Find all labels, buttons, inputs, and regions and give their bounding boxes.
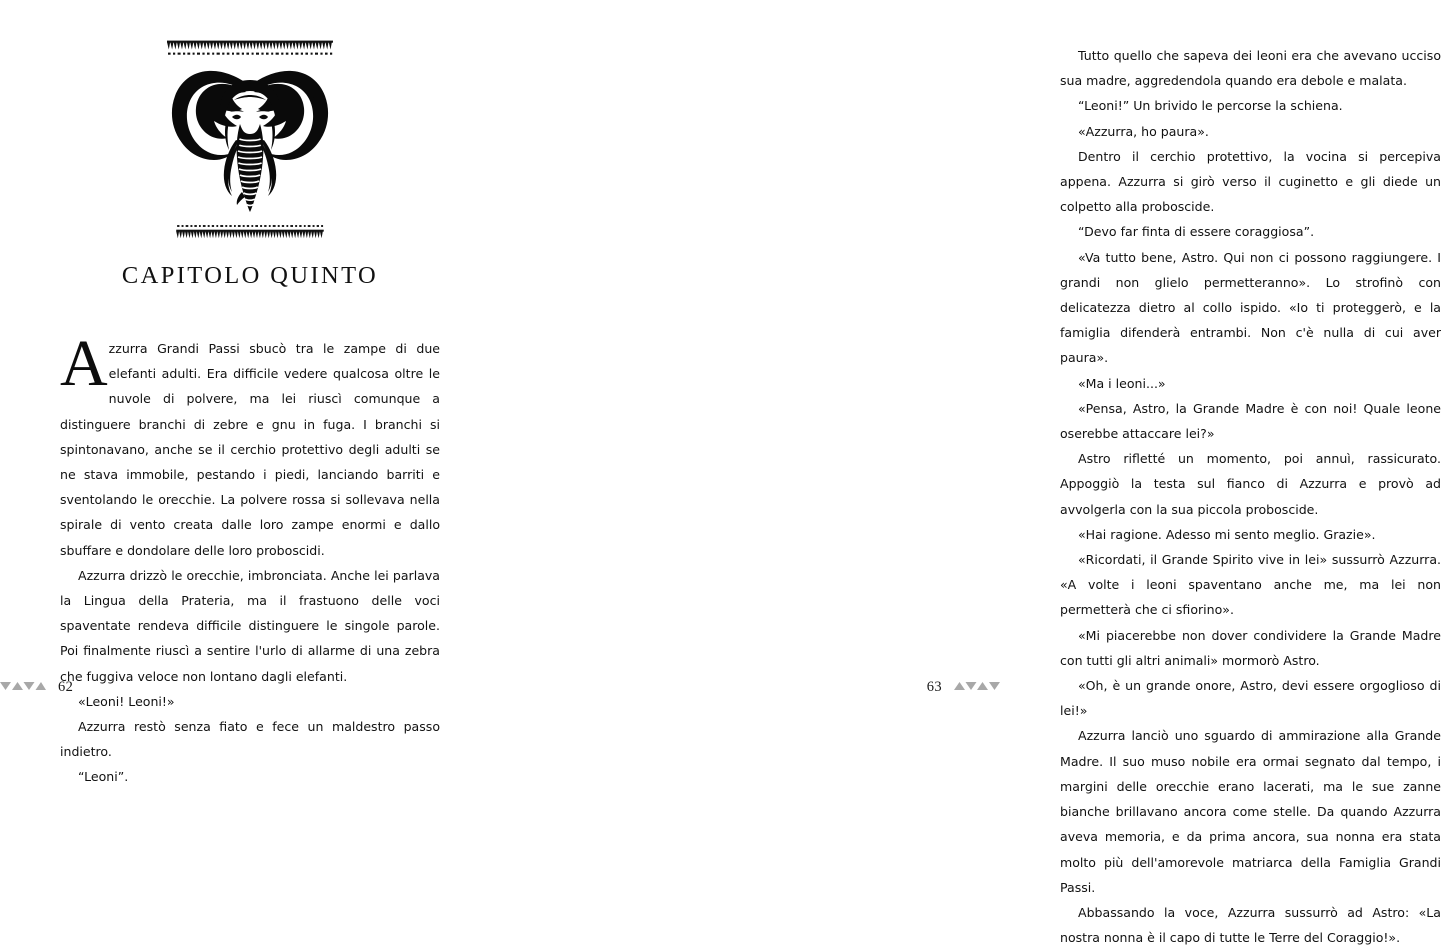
paragraph-text: zzurra Grandi Passi sbucò tra le zampe di due elefanti adulti. Era difficile vedere qualcosa oltre le nuvole di polvere, ma lei riuscì comunque a distinguere branchi di zebre e gnu in fuga. I branchi si spintonavano, anche se il cerchio protettivo degli adulti se ne stava immobile, pestando i piedi, lanciando barriti e sventolando le orecchie. La polvere rossa si sollevava nella spirale di vento creata dalle loro zampe enormi e dallo sbuffare e dondolare delle loro proboscidi.	[60, 341, 440, 558]
paragraph: “Leoni”.	[78, 769, 129, 785]
triangle-ornament-group	[954, 680, 1000, 694]
paragraph: “Leoni!” Un brivido le percorse la schiena.	[1078, 98, 1343, 114]
paragraph: «Leoni! Leoni!»	[78, 693, 175, 709]
zigzag-ornament-band-bottom	[167, 224, 333, 240]
paragraph: «Pensa, Astro, la Grande Madre è con noi! Quale leone oserebbe attaccare lei?»	[1060, 400, 1441, 442]
paragraph: «Azzurra, ho paura».	[1078, 123, 1209, 139]
right-page	[500, 0, 1441, 946]
paragraph: Abbassando la voce, Azzurra sussurrò ad Astro: «La nostra nonna è il capo di tutte le Terre del Coraggio!».	[1060, 904, 1441, 946]
paragraph: Azzurra drizzò le orecchie, imbronciata. Anche lei parlava la Lingua della Prateria, ma il frastuono delle voci spaventate rendeva difficile distinguere le singole parole. Poi finalmente riuscì a sentire l'urlo di allarme di una zebra che fuggiva veloce non lontano dagli elefanti.	[60, 567, 440, 684]
paragraph: Azzurra lanciò uno sguardo di ammirazione alla Grande Madre. Il suo muso nobile era ormai segnato dal tempo, i margini delle orecchie erano lacerati, ma le sue zanne bianche brillavano ancora come stelle. Da quando Azzurra aveva memoria, e da prima ancora, sua nonna era stata molto più dell'amorevole matriarca della Famiglia Grandi Passi.	[1060, 728, 1441, 895]
chapter-title: CAPITOLO QUINTO	[121, 262, 379, 289]
left-page-footer	[0, 676, 73, 698]
right-page-text-column	[1060, 43, 1441, 950]
paragraph: «Hai ragione. Adesso mi sento meglio. Grazie».	[1078, 526, 1376, 542]
paragraph-with-dropcap	[60, 327, 440, 563]
paragraph: Azzurra restò senza fiato e fece un maldestro passo indietro.	[60, 719, 440, 760]
paragraph: «Ma i leoni...»	[1078, 375, 1166, 391]
left-page	[0, 0, 500, 785]
paragraph: «Oh, è un grande onore, Astro, devi essere orgoglioso di lei!»	[1060, 678, 1441, 719]
folio-number: 63	[926, 678, 942, 695]
elephant-head-icon	[166, 60, 334, 218]
drop-cap-letter: A	[60, 327, 108, 400]
paragraph: «Mi piacerebbe non dover condividere la Grande Madre con tutti gli altri animali» mormorò Astro.	[1060, 627, 1441, 668]
left-page-text-column	[60, 327, 440, 790]
zigzag-ornament-band-top	[167, 40, 333, 56]
paragraph: “Devo far finta di essere coraggiosa”.	[1078, 224, 1315, 240]
paragraph: Tutto quello che sapeva dei leoni era che avevano ucciso sua madre, aggredendola quando era debole e malata.	[1060, 48, 1441, 89]
right-page-footer	[927, 676, 1000, 698]
triangle-ornament-group	[0, 680, 46, 694]
paragraph: «Ricordati, il Grande Spirito vive in lei» sussurrò Azzurra. «A volte i leoni spaventano anche me, ma lei non permetterà che ci sfiorino».	[1060, 552, 1441, 618]
folio-number: 62	[58, 678, 74, 695]
chapter-opening-header	[0, 0, 500, 290]
paragraph: «Va tutto bene, Astro. Qui non ci possono raggiungere. I grandi non glielo permetteranno». Lo strofinò con delicatezza dietro al collo ispido. «Io ti proteggerò, e la famiglia difenderà entrambi. Non c'è nulla di cui aver paura».	[1060, 249, 1441, 366]
paragraph: Dentro il cerchio protettivo, la vocina si percepiva appena. Azzurra si girò verso il cuginetto e gli diede un colpetto alla proboscide.	[1060, 148, 1441, 215]
paragraph: Astro rifletté un momento, poi annuì, rassicurato. Appoggiò la testa sul fianco di Azzurra e provò ad avvolgerla con la sua piccola proboscide.	[1060, 451, 1441, 517]
